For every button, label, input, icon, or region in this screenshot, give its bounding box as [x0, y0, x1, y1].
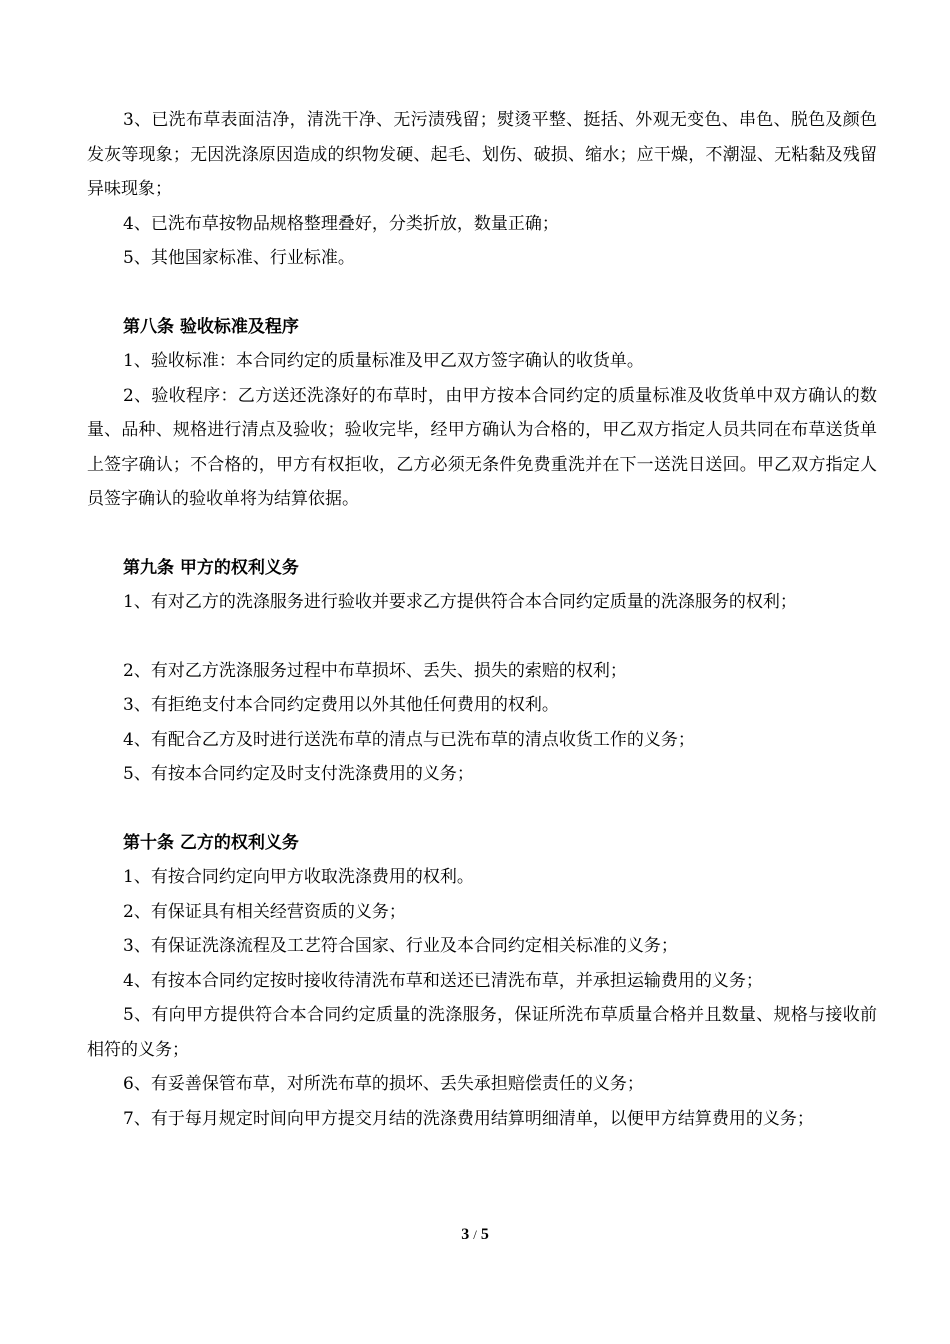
page-number	[0, 1226, 950, 1244]
section-spacer	[87, 276, 877, 310]
section-spacer	[87, 517, 877, 551]
section8-item-2: 2、验收程序：乙方送还洗涤好的布草时，由甲方按本合同约定的质量标准及收货单中双方确认的数量、品种、规格进行清点及验收；验收完毕，经甲方确认为合格的，甲乙双方指定人员共同在布草送货单上签字确认；不合格的，甲方有权拒收，乙方必须无条件免费重洗并在下一送洗日送回。甲乙双方指定人员签字确认的验收单将为结算依据。	[87, 385, 877, 509]
section10-item-3: 3、有保证洗涤流程及工艺符合国家、行业及本合同约定相关标准的义务；	[123, 936, 678, 956]
section9-item-1: 1、有对乙方的洗涤服务进行验收并要求乙方提供符合本合同约定质量的洗涤服务的权利；	[123, 592, 797, 612]
section9-item-2: 2、有对乙方洗涤服务过程中布草损坏、丢失、损失的索赔的权利；	[123, 660, 627, 681]
section8-item-1: 1、验收标准：本合同约定的质量标准及甲乙双方签字确认的收货单。	[123, 351, 644, 371]
document-body	[87, 103, 877, 1136]
page-current: 3	[461, 1226, 470, 1243]
section8-heading: 第八条 验收标准及程序	[123, 316, 299, 337]
section7-item-5: 5、其他国家标准、行业标准。	[123, 248, 355, 268]
section-spacer	[87, 792, 877, 826]
section9-item-4: 4、有配合乙方及时进行送洗布草的清点与已洗布草的清点收货工作的义务；	[123, 729, 695, 750]
section7-item-3: 3、已洗布草表面洁净，清洗干净、无污渍残留；熨烫平整、挺括、外观无变色、串色、脱色及颜色发灰等现象；无因洗涤原因造成的织物发硬、起毛、划伤、破损、缩水；应干燥，不潮湿、无粘黏及残留异味现象；	[87, 110, 877, 199]
section10-item-6: 6、有妥善保管布草，对所洗布草的损坏、丢失承担赔偿责任的义务；	[123, 1074, 644, 1094]
paragraph-spacer	[87, 620, 877, 654]
section10-heading: 第十条 乙方的权利义务	[123, 832, 299, 853]
section9-item-3: 3、有拒绝支付本合同约定费用以外其他任何费用的权利。	[123, 695, 559, 715]
section10-item-4: 4、有按本合同约定按时接收待清洗布草和送还已清洗布草，并承担运输费用的义务；	[123, 970, 763, 991]
section9-item-5: 5、有按本合同约定及时支付洗涤费用的义务；	[123, 764, 474, 784]
page-separator: /	[473, 1227, 477, 1242]
section7-item-4: 4、已洗布草按物品规格整理叠好，分类折放，数量正确；	[123, 213, 559, 234]
section9-heading: 第九条 甲方的权利义务	[123, 557, 299, 578]
section10-item-7: 7、有于每月规定时间向甲方提交月结的洗涤费用结算明细清单，以便甲方结算费用的义务；	[123, 1108, 814, 1129]
section10-item-5: 5、有向甲方提供符合本合同约定质量的洗涤服务，保证所洗布草质量合格并且数量、规格与接收前相符的义务；	[87, 1005, 877, 1060]
section10-item-2: 2、有保证具有相关经营资质的义务；	[123, 901, 406, 922]
section10-item-1: 1、有按合同约定向甲方收取洗涤费用的权利。	[123, 867, 474, 887]
page-total: 5	[480, 1226, 489, 1243]
